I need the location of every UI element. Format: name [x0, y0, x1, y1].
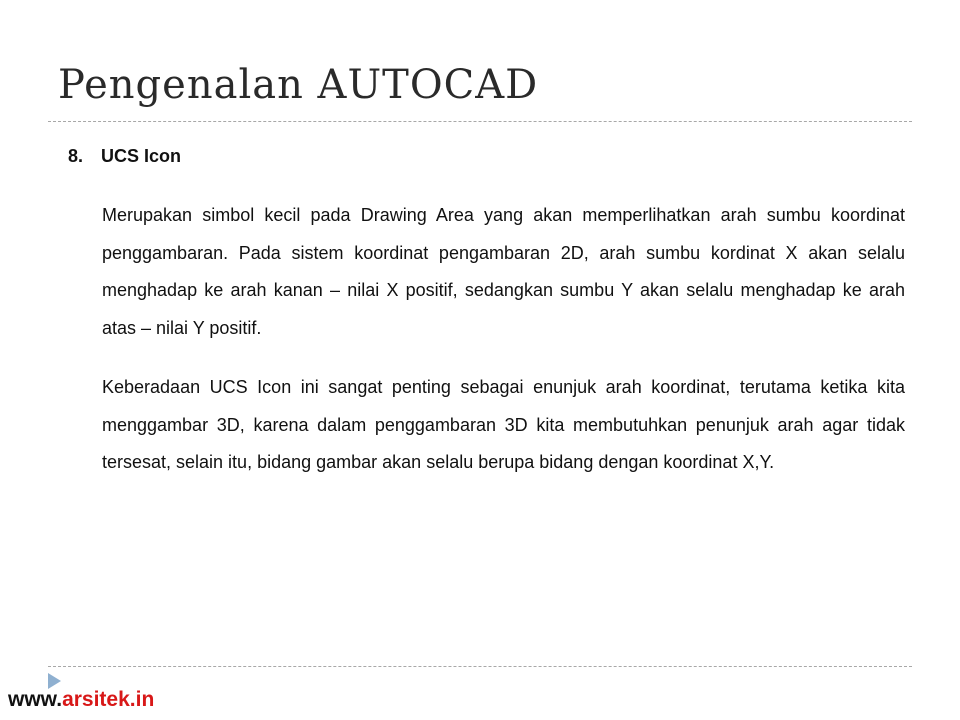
watermark-domain: arsitek.in: [62, 688, 155, 711]
watermark: [8, 688, 154, 712]
item-number: 8.: [68, 146, 84, 166]
item-heading-text: UCS Icon: [101, 146, 182, 166]
triangle-bullet-icon: [48, 673, 61, 689]
watermark-prefix: www.: [8, 688, 63, 711]
item-heading: [68, 146, 181, 167]
title-divider: [48, 121, 912, 122]
slide-title: Pengenalan AUTOCAD: [58, 62, 539, 108]
paragraph-1: Merupakan simbol kecil pada Drawing Area yang akan memperlihatkan arah sumbu koordinat penggambaran. Pada sistem koordinat pengambaran 2D, arah sumbu kordinat X akan selalu menghadap ke arah kanan – nilai X positif, sedangkan sumbu Y akan selalu menghadap ke arah atas – nilai Y positif.: [102, 205, 905, 338]
footer-divider: [48, 666, 912, 667]
paragraph-2: Keberadaan UCS Icon ini sangat penting sebagai enunjuk arah koordinat, terutama ketika kita menggambar 3D, karena dalam penggambaran 3D kita membutuhkan penunjuk arah agar tidak tersesat, selain itu, bidang gambar akan selalu berupa bidang dengan koordinat X,Y.: [102, 377, 905, 472]
